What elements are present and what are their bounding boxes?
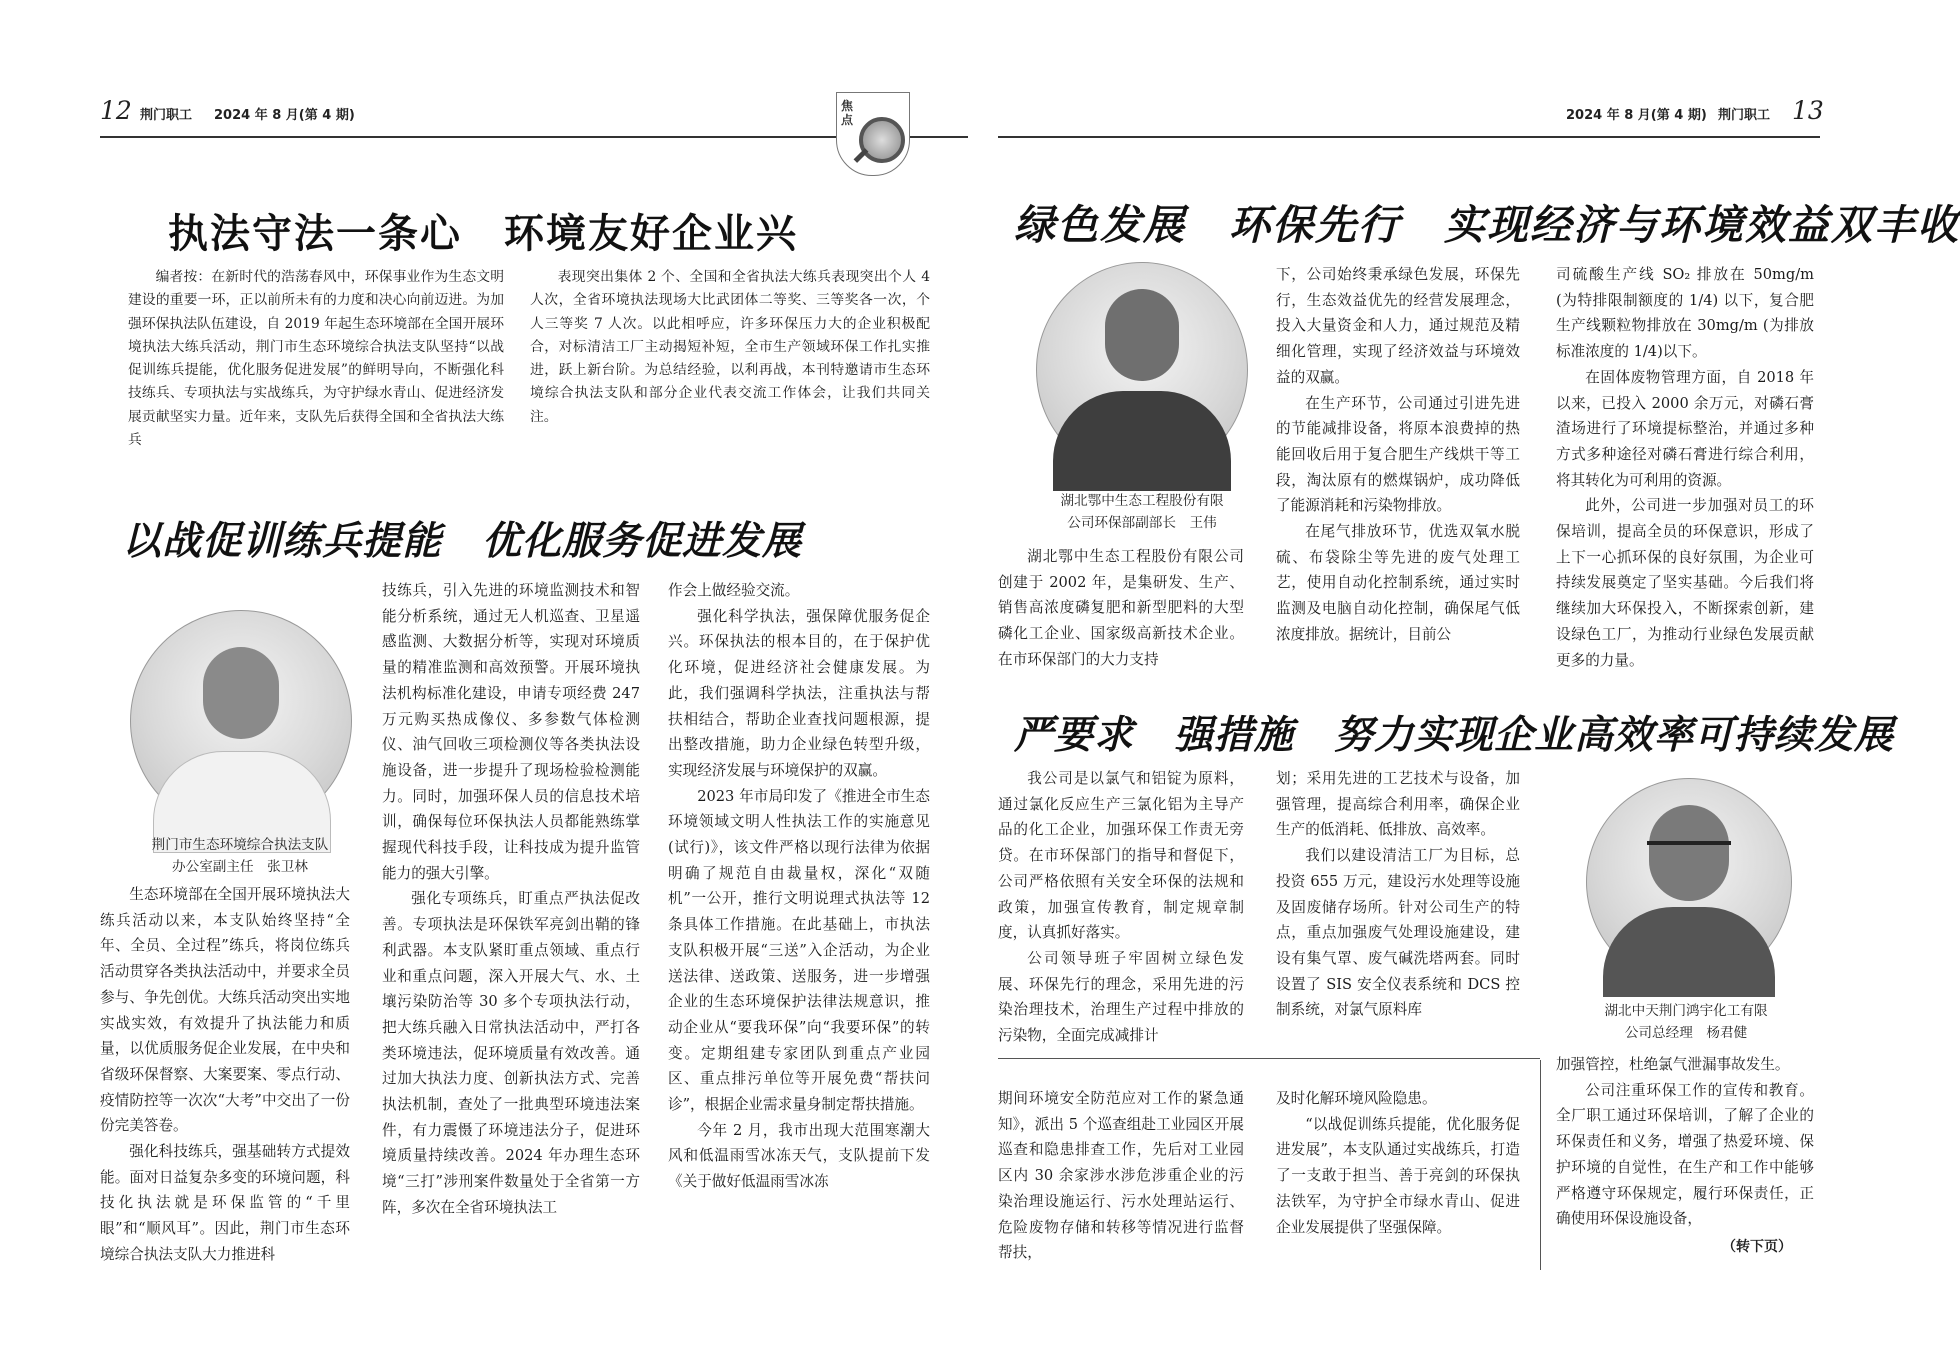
continued-note: （转下页） <box>1722 1239 1792 1255</box>
caption-line: 公司总经理 杨君健 <box>1624 1025 1748 1041</box>
caption-line: 湖北鄂中生态工程股份有限 <box>1060 493 1224 509</box>
article4-title: 严要求 强措施 努力实现企业高效率可持续发展 <box>1014 713 1895 758</box>
article2-continuation-col2 <box>1276 1086 1520 1266</box>
portrait-photo-yang <box>1586 778 1792 986</box>
editor-note-col1 <box>128 266 504 478</box>
portrait-shoulders <box>1603 907 1775 997</box>
paragraph: 强化科学执法，强保障优服务促企兴。环保执法的根本目的，在于保护优化环境，促进经济社会健康发展。为此，我们强调科学执法，注重执法与帮扶相结合，帮助企业查找问题根源，提出整改措施，助力企业绿色转型升级，实现经济发展与环境保护的双赢。 <box>668 607 930 779</box>
article2-column3 <box>668 578 930 1256</box>
paragraph: 今年 2 月，我市出现大范围寒潮大风和低温雨雪冰冻天气，支队提前下发《关于做好低温雨雪冰冻 <box>668 1121 930 1191</box>
portrait-photo-wang <box>1036 262 1248 478</box>
left-page-number: 12 <box>100 96 132 125</box>
caption-line: 荆门市生态环境综合执法支队 <box>151 837 329 853</box>
paragraph: 技练兵，引入先进的环境监测技术和智能分析系统，通过无人机巡查、卫星遥感监测、大数据分析等，实现对环境质量的精准监测和高效预警。开展环境执法机构标准化建设，申请专项经费 247 万元购买热成像仪、多参数气体检测仪、油气回收三项检测仪等各类执法设施设备，进一步提升了现场检验检测能力。同时，加强环保人员的信息技术培训，确保每位环保执法人员都能熟练掌握现代科技手段，让科技成为提升监管能力的强大引擎。 <box>382 582 640 882</box>
paragraph: 在生产环节，公司通过引进先进的节能减排设备，将原本浪费掉的热能回收后用于复合肥生产线烘干等工段，淘汰原有的燃煤锅炉，成功降低了能源消耗和污染物排放。 <box>1276 394 1520 515</box>
paragraph: 2023 年市局印发了《推进全市生态环境领域文明人性执法工作的实施意见(试行)》，该文件严格以现行法律为依据明确了规范自由裁量权，深化“双随机”一公开，推行文明说理式执法等 12 条具体工作措施。在此基础上，市执法支队积极开展“三送”入企活动，为企业送法律、送政策、送服务，进一步增强企业的生态环境保护法律法规意识，推动企业从“要我环保”向“我要环保”的转变。定期组建专家团队到重点产业园区、重点排污单位等开展免费“帮扶问诊”，根据企业需求量身制定帮扶措施。 <box>668 787 930 1114</box>
focus-badge-label: 焦点 <box>841 99 854 127</box>
editor-note-paragraph: 表现突出集体 2 个、全国和全省执法大练兵表现突出个人 4 人次，全省环境执法现场大比武团体二等奖、三等奖各一次，个人三等奖 7 人次。以此相呼应，许多环保压力大的企业积极配合，对标清洁工厂主动揭短补短，全市生产领域环保工作扎实推进，跃上新台阶。为总结经验，以利再战，本刊特邀请市生态环境综合执法支队和部分企业代表交流工作体会，让我们共同关注。 <box>530 269 930 425</box>
paragraph: 我公司是以氯气和铝锭为原料，通过氯化反应生产三氯化铝为主导产品的化工企业，加强环保工作责无旁贷。在市环保部门的指导和督促下，公司严格依照有关安全环保的法规和政策，加强宣传教育，制定规章制度，认真抓好落实。 <box>998 770 1244 942</box>
paragraph: “以战促训练兵提能，优化服务促进发展”，本支队通过实战练兵，打造了一支敢于担当、善于亮剑的环保执法铁军，为守护全市绿水青山、促进企业发展提供了坚强保障。 <box>1276 1115 1520 1236</box>
portrait-head <box>203 647 279 739</box>
paragraph: 期间环境安全防范应对工作的紧急通知》，派出 5 个巡查组赴工业园区开展巡查和隐患排查工作，先后对工业园区内 30 余家涉水涉危涉重企业的污染治理设施运行、污水处理站运行、危险废物存储和转移等情况进行监督帮扶， <box>998 1090 1244 1262</box>
article3-column3 <box>1556 262 1814 674</box>
article3-title: 绿色发展 环保先行 实现经济与环境效益双丰收 <box>1014 201 1960 249</box>
editor-note-col2 <box>530 266 930 478</box>
article4-column3 <box>1556 1052 1814 1236</box>
right-header-rule <box>998 136 1820 138</box>
editor-note-paragraph: 编者按：在新时代的浩荡春风中，环保事业作为生态文明建设的重要一环，正以前所未有的力度和决心向前迈进。为加强环保执法队伍建设，自 2019 年起生态环境部在全国开展环境执法大练兵活动，荆门市生态环境综合执法支队坚持“以战促训练兵提能，优化服务促进发展”的鲜明导向，不断强化科技练兵、专项执法与实战练兵，为守护绿水青山、促进经济发展贡献坚实力量。近年来，支队先后获得全国和全省执法大练兵 <box>128 269 504 449</box>
paragraph: 在固体废物管理方面，自 2018 年以来，已投入 2000 余万元，对磷石膏渣场进行了环境提标整治，并通过多种方式多种途径对磷石膏进行综合利用，将其转化为可利用的资源。 <box>1556 368 1814 489</box>
left-paper-name: 荆门职工 <box>140 108 193 123</box>
paragraph: 公司领导班子牢固树立绿色发展、环保先行的理念，采用先进的污染治理技术，治理生产过程中排放的污染物，全面完成减排计 <box>998 949 1244 1045</box>
portrait-photo-zhang <box>130 610 352 832</box>
paragraph: 强化科技练兵，强基础转方式提效能。面对日益复杂多变的环境问题，科技化执法就是环保监管的“千里眼”和“顺风耳”。因此，荆门市生态环境综合执法支队大力推进科 <box>100 1143 350 1263</box>
portrait-shoulders <box>1053 391 1231 491</box>
article2-column2 <box>382 578 640 1256</box>
photo-caption-yang <box>1556 1000 1816 1044</box>
paragraph: 我们以建设清洁工厂为目标，总投资 655 万元，建设污水处理等设施及固废储存场所。针对公司生产的特点，重点加强废气处理设施建设，建设有集气罩、废气碱洗塔两套。同时设置了 SIS 安全仪表系统和 DCS 控制系统，对氯气原料库 <box>1276 847 1520 1019</box>
article2-column1 <box>100 882 350 1263</box>
right-page-number: 13 <box>1792 96 1824 125</box>
column-divider <box>1540 1060 1541 1270</box>
article4-column2 <box>1276 766 1520 1048</box>
paragraph: 此外，公司进一步加强对员工的环保培训，提高全员的环保意识，形成了上下一心抓环保的良好氛围，为企业可持续发展奠定了坚实基础。今后我们将继续加大环保投入，不断探索创新，建设绿色工厂，为推动行业绿色发展贡献更多的力量。 <box>1556 497 1814 669</box>
paragraph: 湖北鄂中生态工程股份有限公司创建于 2002 年，是集研发、生产、销售高浓度磷复肥和新型肥料的大型磷化工企业、国家级高新技术企业。在市环保部门的大力支持 <box>998 548 1244 668</box>
article1-title: 执法守法一条心 环境友好企业兴 <box>168 211 798 257</box>
paragraph: 下，公司始终秉承绿色发展，环保先行，生态效益优先的经营发展理念，投入大量资金和人力，通过规范及精细化管理，实现了经济效益与环境效益的双赢。 <box>1276 266 1520 386</box>
paragraph: 司硫酸生产线 SO₂ 排放在 50mg/m (为特排限制额度的 1/4) 以下，复合肥生产线颗粒物排放在 30mg/m (为排放标准浓度的 1/4)以下。 <box>1556 266 1814 361</box>
photo-caption-zhang <box>100 834 380 878</box>
left-issue-date: 2024 年 8 月(第 4 期) <box>214 108 355 123</box>
right-paper-name: 荆门职工 <box>1718 108 1771 123</box>
section-divider <box>998 1058 1540 1059</box>
right-issue-date: 2024 年 8 月(第 4 期) <box>1566 108 1707 123</box>
glasses-icon <box>1647 841 1731 867</box>
article3-column1 <box>998 544 1244 674</box>
article2-continuation-col1 <box>998 1086 1244 1266</box>
article3-column2 <box>1276 262 1520 674</box>
paragraph: 公司注重环保工作的宣传和教育。全厂职工通过环保培训，了解了企业的环保责任和义务，增强了热爱环境、保护环境的自觉性，在生产和工作中能够严格遵守环保规定，履行环保责任，正确使用环保设施设备， <box>1556 1081 1814 1228</box>
paragraph: 作会上做经验交流。 <box>668 582 800 599</box>
paragraph: 生态环境部在全国开展环境执法大练兵活动以来，本支队始终坚持“全年、全员、全过程”练兵，将岗位练兵活动贯穿各类执法活动中，并要求全员参与、争先创优。大练兵活动突出实地实战实效，有效提升了执法能力和质量，以优质服务促企业发展，在中央和省级环保督察、大案要案、零点行动、疫情防控等一次次“大考”中交出了一份份完美答卷。 <box>100 886 350 1135</box>
portrait-head <box>1105 289 1179 381</box>
caption-line: 办公室副主任 张卫林 <box>172 859 308 875</box>
photo-caption-wang <box>1008 490 1276 534</box>
paragraph: 加强管控，杜绝氯气泄漏事故发生。 <box>1556 1056 1790 1073</box>
focus-badge <box>836 92 910 176</box>
caption-line: 公司环保部副部长 王伟 <box>1067 515 1217 531</box>
magnifier-icon <box>859 117 905 163</box>
paragraph: 划；采用先进的工艺技术与设备，加强管理，提高综合利用率，确保企业生产的低消耗、低排放、高效率。 <box>1276 770 1520 839</box>
paragraph: 强化专项练兵，盯重点严执法促改善。专项执法是环保铁军亮剑出鞘的锋利武器。本支队紧盯重点领域、重点行业和重点问题，深入开展大气、水、土壤污染防治等 30 多个专项执法行动，把大练兵融入日常执法活动中，严打各类环境违法，促环境质量有效改善。通过加大执法力度、创新执法方式、完善执法机制，查处了一批典型环境违法案件，有力震慑了环境违法分子，促进环境质量持续改善。2024 年办理生态环境“三打”涉刑案件数量处于全省第一方阵，多次在全省环境执法工 <box>382 890 640 1216</box>
article2-title: 以战促训练兵提能 优化服务促进发展 <box>122 519 803 564</box>
paragraph: 及时化解环境风险隐患。 <box>1276 1090 1437 1107</box>
article4-column1 <box>998 766 1244 1048</box>
paragraph: 在尾气排放环节，优选双氧水脱硫、布袋除尘等先进的废气处理工艺，使用自动化控制系统，通过实时监测及电脑自动化控制，确保尾气低浓度排放。据统计，目前公 <box>1276 523 1520 643</box>
caption-line: 湖北中天荆门鸿宇化工有限 <box>1604 1003 1768 1019</box>
